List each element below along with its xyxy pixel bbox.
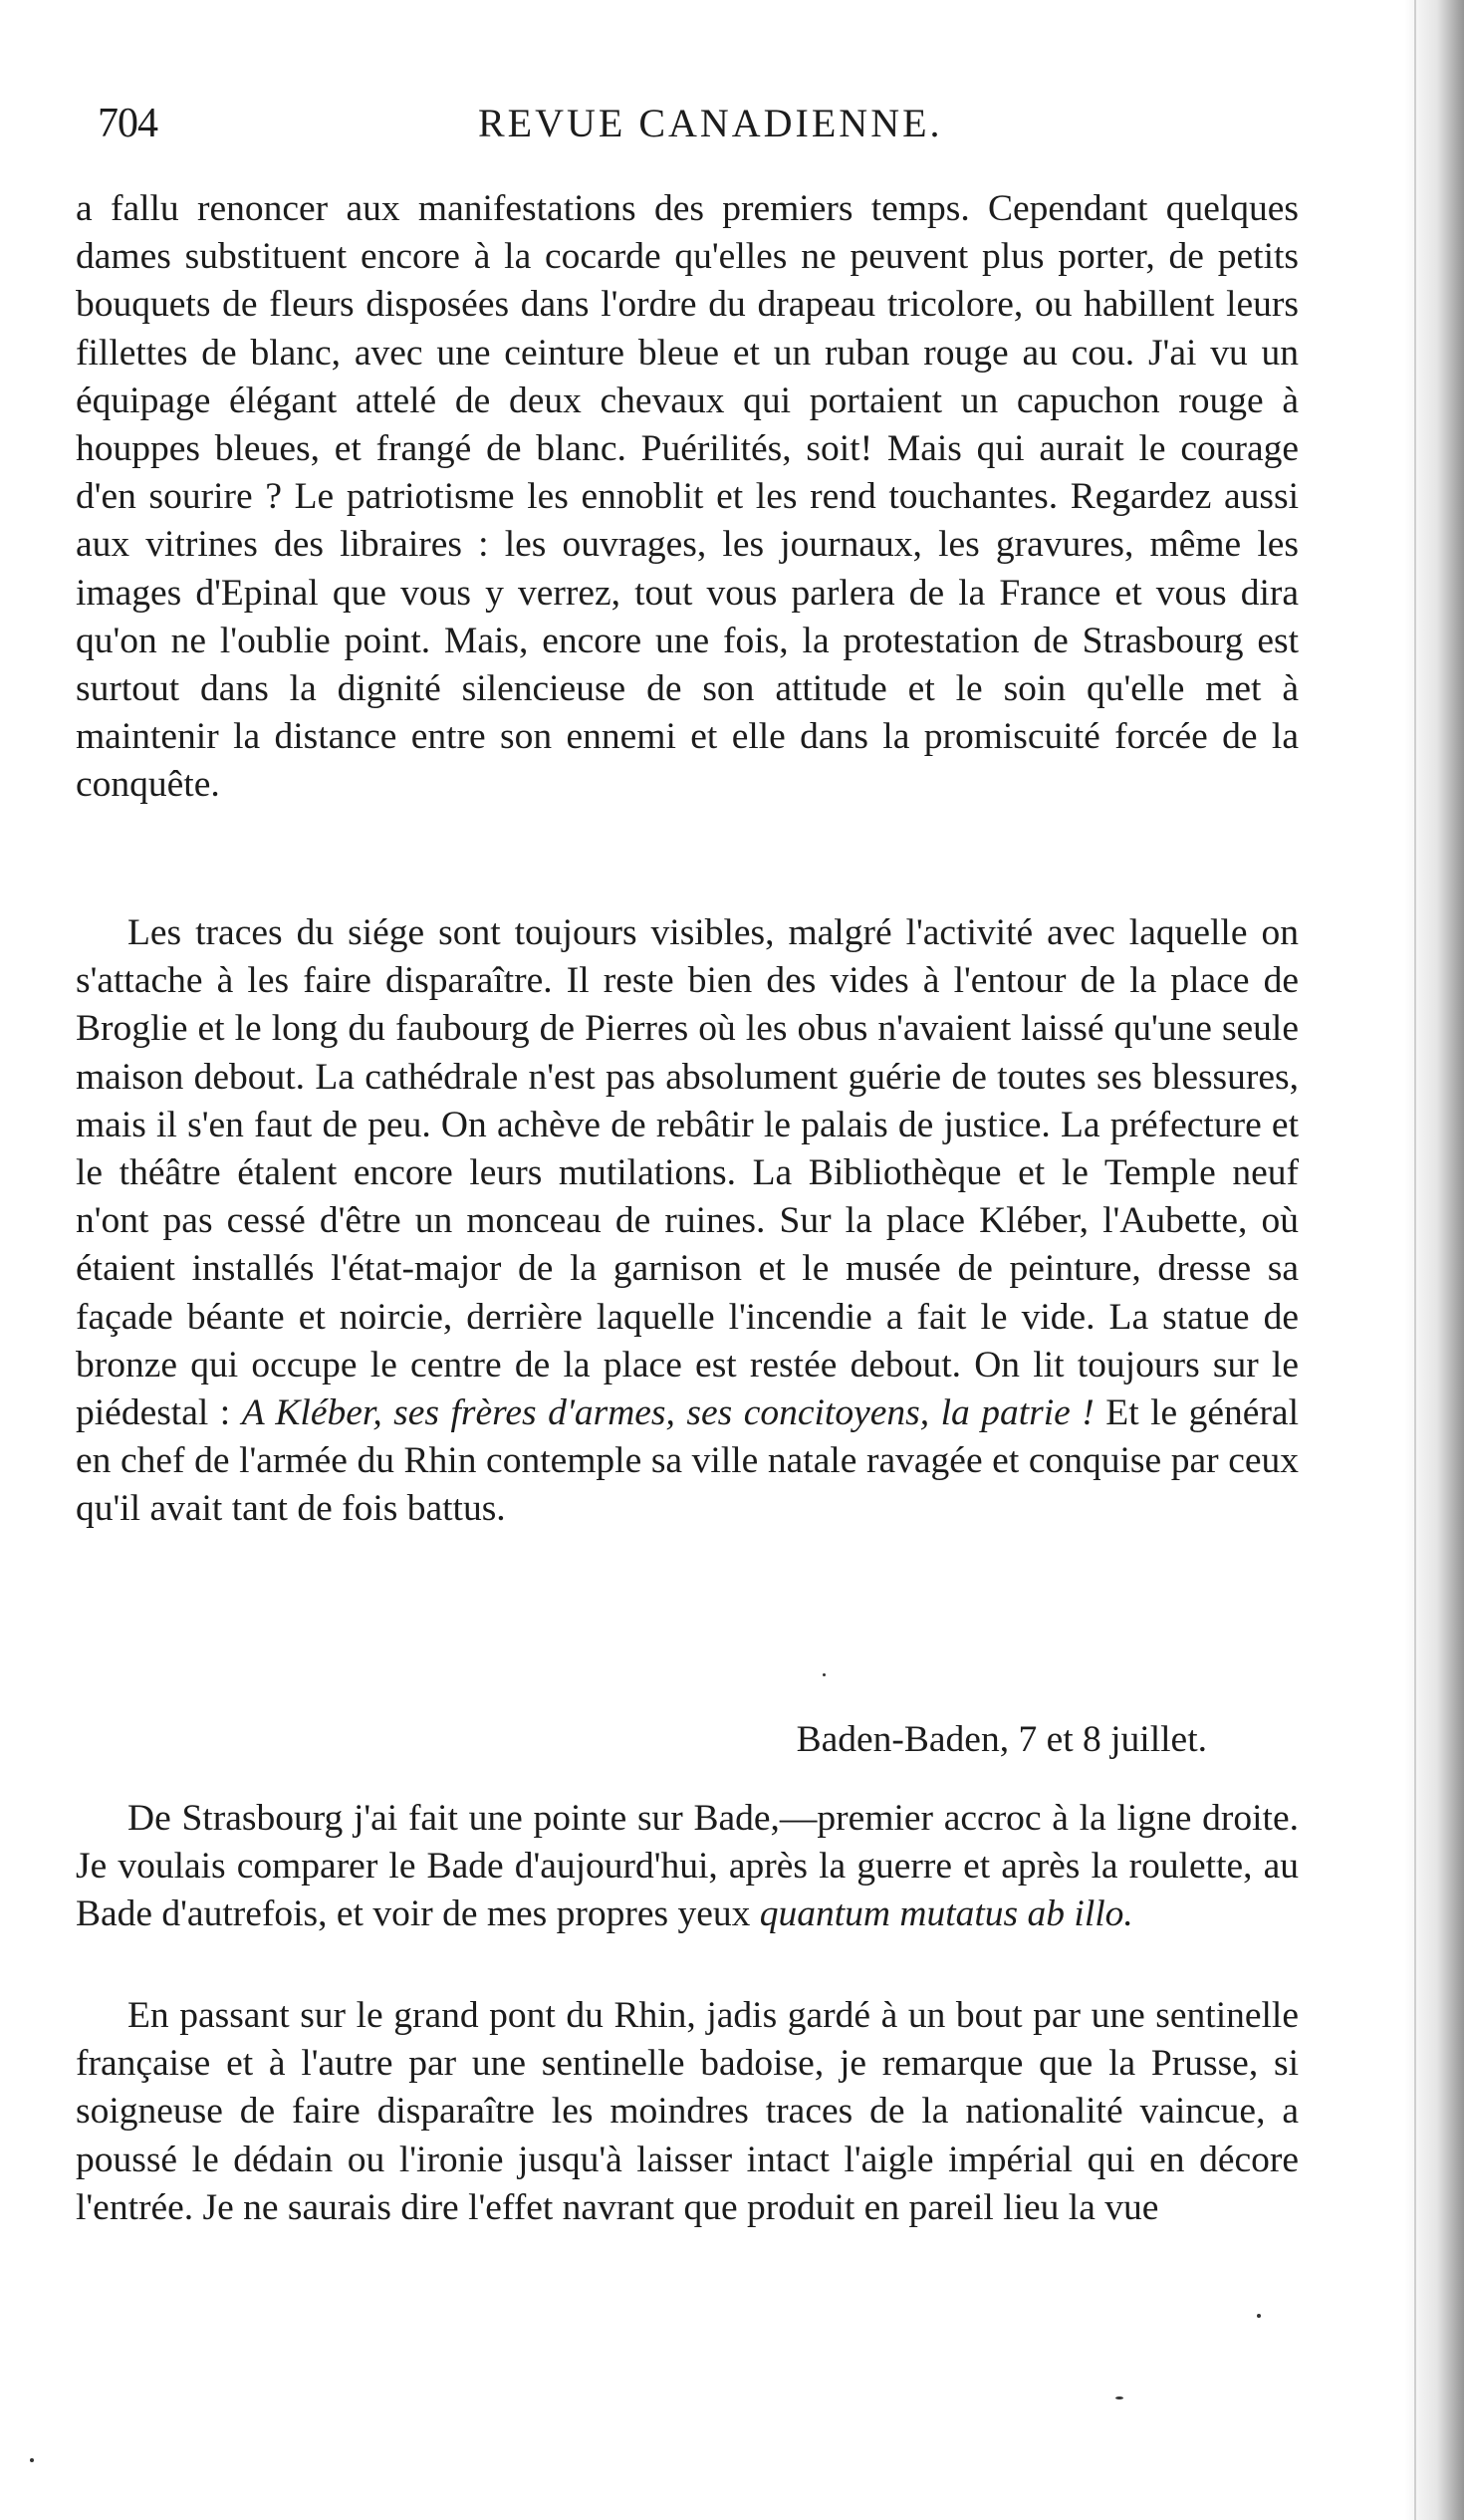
paragraph-2-inscription: A Kléber, ses frères d'armes, ses concitoyens, la patrie ! (241, 1392, 1095, 1434)
page-edge-line (1414, 0, 1416, 2520)
paragraph-4 (76, 1992, 1299, 2232)
paragraph-2-text-after: Et le général en chef de l'armée du Rhin contemple sa ville natale ravagée et conquise par ceux qu'il avait tant de fois battus. (76, 1392, 1299, 1530)
page-number: 704 (98, 101, 157, 146)
paragraph-3-text (76, 1795, 1299, 1939)
paragraph-2 (76, 909, 1299, 1534)
paragraph-3-text-before: De Strasbourg j'ai fait une pointe sur Bade,—premier accroc à la ligne droite. Je voulais comparer le Bade d'aujourd'hui, après la guerre et après la roulette, au Bade d'autrefois, et voir de mes propres yeux (76, 1798, 1299, 1935)
dateline: Baden-Baden, 7 et 8 juillet. (796, 1719, 1207, 1760)
page-edge-shadow (1404, 0, 1464, 2520)
paragraph-1-text: a fallu renoncer aux manifestations des premiers temps. Cependant quelques dames substituent encore à la cocarde qu'elles ne peuvent plus porter, de petits bouquets de fleurs disposées dans l'ordre du drapeau tricolore, ou habillent leurs fillettes de blanc, avec une ceinture bleue et un ruban rouge au cou. J'ai vu un équipage élégant attelé de deux chevaux qui portaient un capuchon rouge à houppes bleues, et frangé de blanc. Puérilités, soit! Mais qui aurait le courage d'en sourire ? Le patriotisme les ennoblit et les rend touchantes. Regardez aussi aux vitrines des libraires : les ouvrages, les journaux, les gravures, même les images d'Epinal que vous y verrez, tout vous parlera de la France et vous dira qu'on ne l'oublie point. Mais, encore une fois, la protestation de Strasbourg est surtout dans la dignité silencieuse de son attitude et le soin qu'elle met à maintenir la distance entre son ennemi et elle dans la promiscuité forcée de la conquête. (76, 188, 1299, 806)
scan-speck (1257, 2314, 1261, 2318)
page-header (98, 100, 1293, 159)
scan-speck (30, 2458, 34, 2462)
paragraph-1 (76, 185, 1299, 810)
paragraph-2-text-before: Les traces du siége sont toujours visibles, malgré l'activité avec laquelle on s'attache à les faire disparaître. Il reste bien des vides à l'entour de la place de Broglie et le long du faubourg de Pierres où les obus n'avaient laissé qu'une seule maison debout. La cathédrale n'est pas absolument guérie de toutes ses blessures, mais il s'en faut de peu. On achève de rebâtir le palais de justice. La préfecture et le théâtre étalent encore leurs mutilations. La Bibliothèque et le Temple neuf n'ont pas cessé d'être un monceau de ruines. Sur la place Kléber, l'Aubette, où étaient installés l'état-major de la garnison et le musée de peinture, dresse sa façade béante et noircie, derrière laquelle l'incendie a fait le vide. La statue de bronze qui occupe le centre de la place est restée debout. On lit toujours sur le piédestal : (76, 912, 1299, 1434)
scan-speck (1115, 2396, 1123, 2399)
paragraph-3 (76, 1795, 1299, 1939)
running-title: REVUE CANADIENNE. (478, 101, 943, 145)
paragraph-3-latin-quote: quantum mutatus ab illo. (759, 1893, 1133, 1935)
paragraph-4-text: En passant sur le grand pont du Rhin, jadis gardé à un bout par une sentinelle française et à l'autre par une sentinelle badoise, je remarque que la Prusse, si soigneuse de faire disparaître les moindres traces de la nationalité vaincue, a poussé le dédain ou l'ironie jusqu'à laisser intact l'aigle impérial qui en décore l'entrée. Je ne saurais dire l'effet navrant que produit en pareil lieu la vue (76, 1995, 1299, 2228)
scan-speck (823, 1673, 826, 1676)
paragraph-2-text (76, 909, 1299, 1534)
